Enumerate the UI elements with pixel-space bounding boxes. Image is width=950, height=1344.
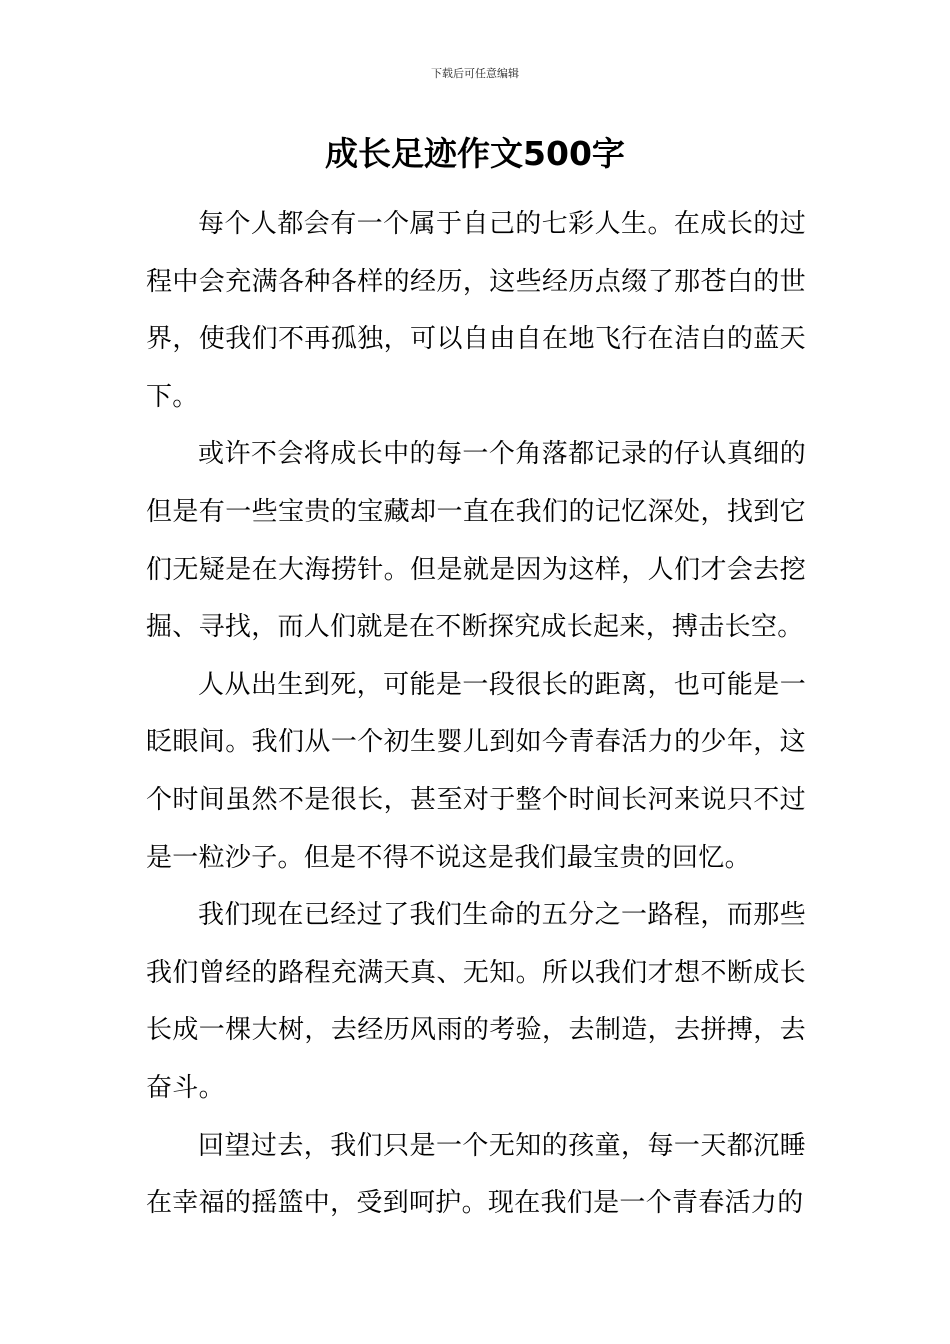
header-note: 下载后可任意编辑: [431, 67, 519, 80]
paragraph: 每个人都会有一个属于自己的七彩人生。在成长的过程中会充满各种各样的经历，这些经历点缀了那苍白的世界，使我们不再孤独，可以自由自在地飞行在洁白的蓝天下。: [146, 209, 806, 412]
paragraph: 我们现在已经过了我们生命的五分之一路程，而那些我们曾经的路程充满天真、无知。所以我们才想不断成长长成一棵大树，去经历风雨的考验，去制造，去拼搏，去奋斗。: [146, 900, 806, 1103]
paragraph: 或许不会将成长中的每一个角落都记录的仔认真细的但是有一些宝贵的宝藏却一直在我们的记忆深处，找到它们无疑是在大海捞针。但是就是因为这样，人们才会去挖掘、寻找，而人们就是在不断探究成长起来，搏击长空。: [146, 439, 806, 643]
paragraph: 回望过去，我们只是一个无知的孩童，每一天都沉睡在幸福的摇篮中，受到呵护。现在我们是一个青春活力的: [146, 1130, 806, 1219]
document-title: 成长足迹作文500字: [325, 134, 625, 173]
paragraph: 人从出生到死，可能是一段很长的距离，也可能是一眨眼间。我们从一个初生婴儿到如今青春活力的少年，这个时间虽然不是很长，甚至对于整个时间长河来说只不过是一粒沙子。但是不得不说这是我们最宝贵的回忆。: [146, 669, 806, 873]
document-body: [146, 196, 806, 1233]
